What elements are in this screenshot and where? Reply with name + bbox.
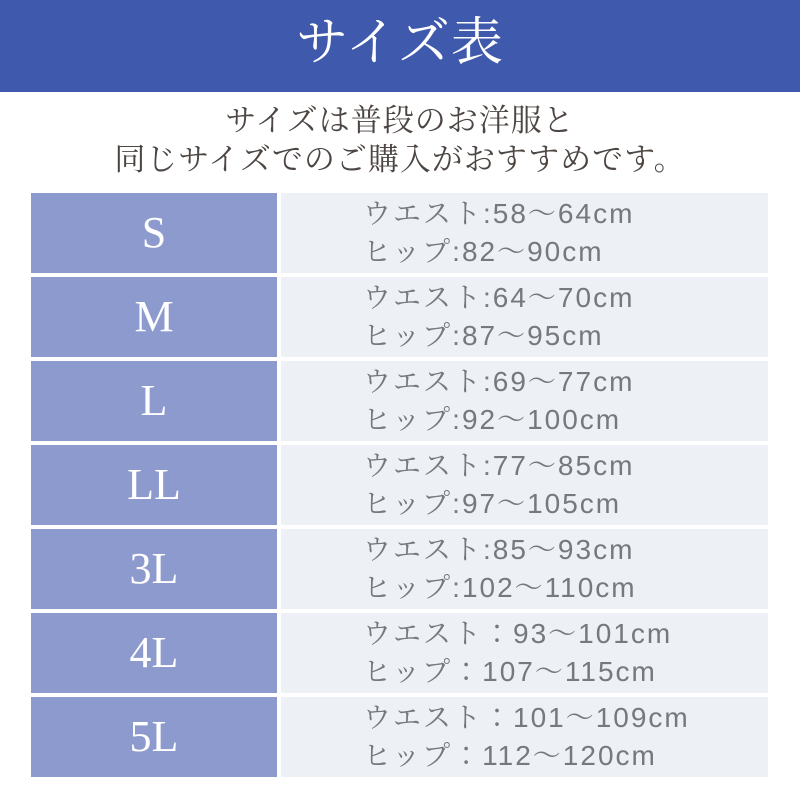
measurements-cell xyxy=(281,361,768,441)
intro-text-line2: 同じサイズでのご購入がおすすめです。 xyxy=(114,142,686,177)
hip-text: ヒップ:87～95cm xyxy=(363,320,604,351)
table-row-m xyxy=(31,277,768,357)
measurements-cell xyxy=(281,445,768,525)
measurements-cell xyxy=(281,193,768,273)
size-table xyxy=(31,193,768,777)
size-label: 3L xyxy=(31,529,277,609)
waist-text: ウエスト:58～64cm xyxy=(363,198,635,229)
table-row-l xyxy=(31,361,768,441)
header-bar xyxy=(0,0,800,92)
waist-text: ウエスト:64～70cm xyxy=(363,282,635,313)
size-label: 4L xyxy=(31,613,277,693)
waist-text: ウエスト:77～85cm xyxy=(363,450,635,481)
hip-text: ヒップ：107～115cm xyxy=(363,656,657,687)
waist-text: ウエスト：93～101cm xyxy=(363,618,673,649)
intro-text xyxy=(0,101,800,179)
size-label: L xyxy=(31,361,277,441)
table-row-5l xyxy=(31,697,768,777)
hip-text: ヒップ:92～100cm xyxy=(363,404,622,435)
measurements-cell xyxy=(281,697,768,777)
hip-text: ヒップ：112～120cm xyxy=(363,740,657,771)
hip-text: ヒップ:97～105cm xyxy=(363,488,622,519)
measurements-cell xyxy=(281,277,768,357)
size-label: 5L xyxy=(31,697,277,777)
size-label: LL xyxy=(31,445,277,525)
size-label: M xyxy=(31,277,277,357)
page-title: サイズ表 xyxy=(296,15,504,72)
table-row-s xyxy=(31,193,768,273)
measurements-cell xyxy=(281,613,768,693)
table-row-4l xyxy=(31,613,768,693)
waist-text: ウエスト:85～93cm xyxy=(363,534,635,565)
table-row-3l xyxy=(31,529,768,609)
waist-text: ウエスト：101～109cm xyxy=(363,702,690,733)
hip-text: ヒップ:102～110cm xyxy=(363,572,637,603)
measurements-cell xyxy=(281,529,768,609)
waist-text: ウエスト:69～77cm xyxy=(363,366,635,397)
table-row-ll xyxy=(31,445,768,525)
hip-text: ヒップ:82～90cm xyxy=(363,236,604,267)
intro-text-line1: サイズは普段のお洋服と xyxy=(225,103,575,138)
size-label: S xyxy=(31,193,277,273)
